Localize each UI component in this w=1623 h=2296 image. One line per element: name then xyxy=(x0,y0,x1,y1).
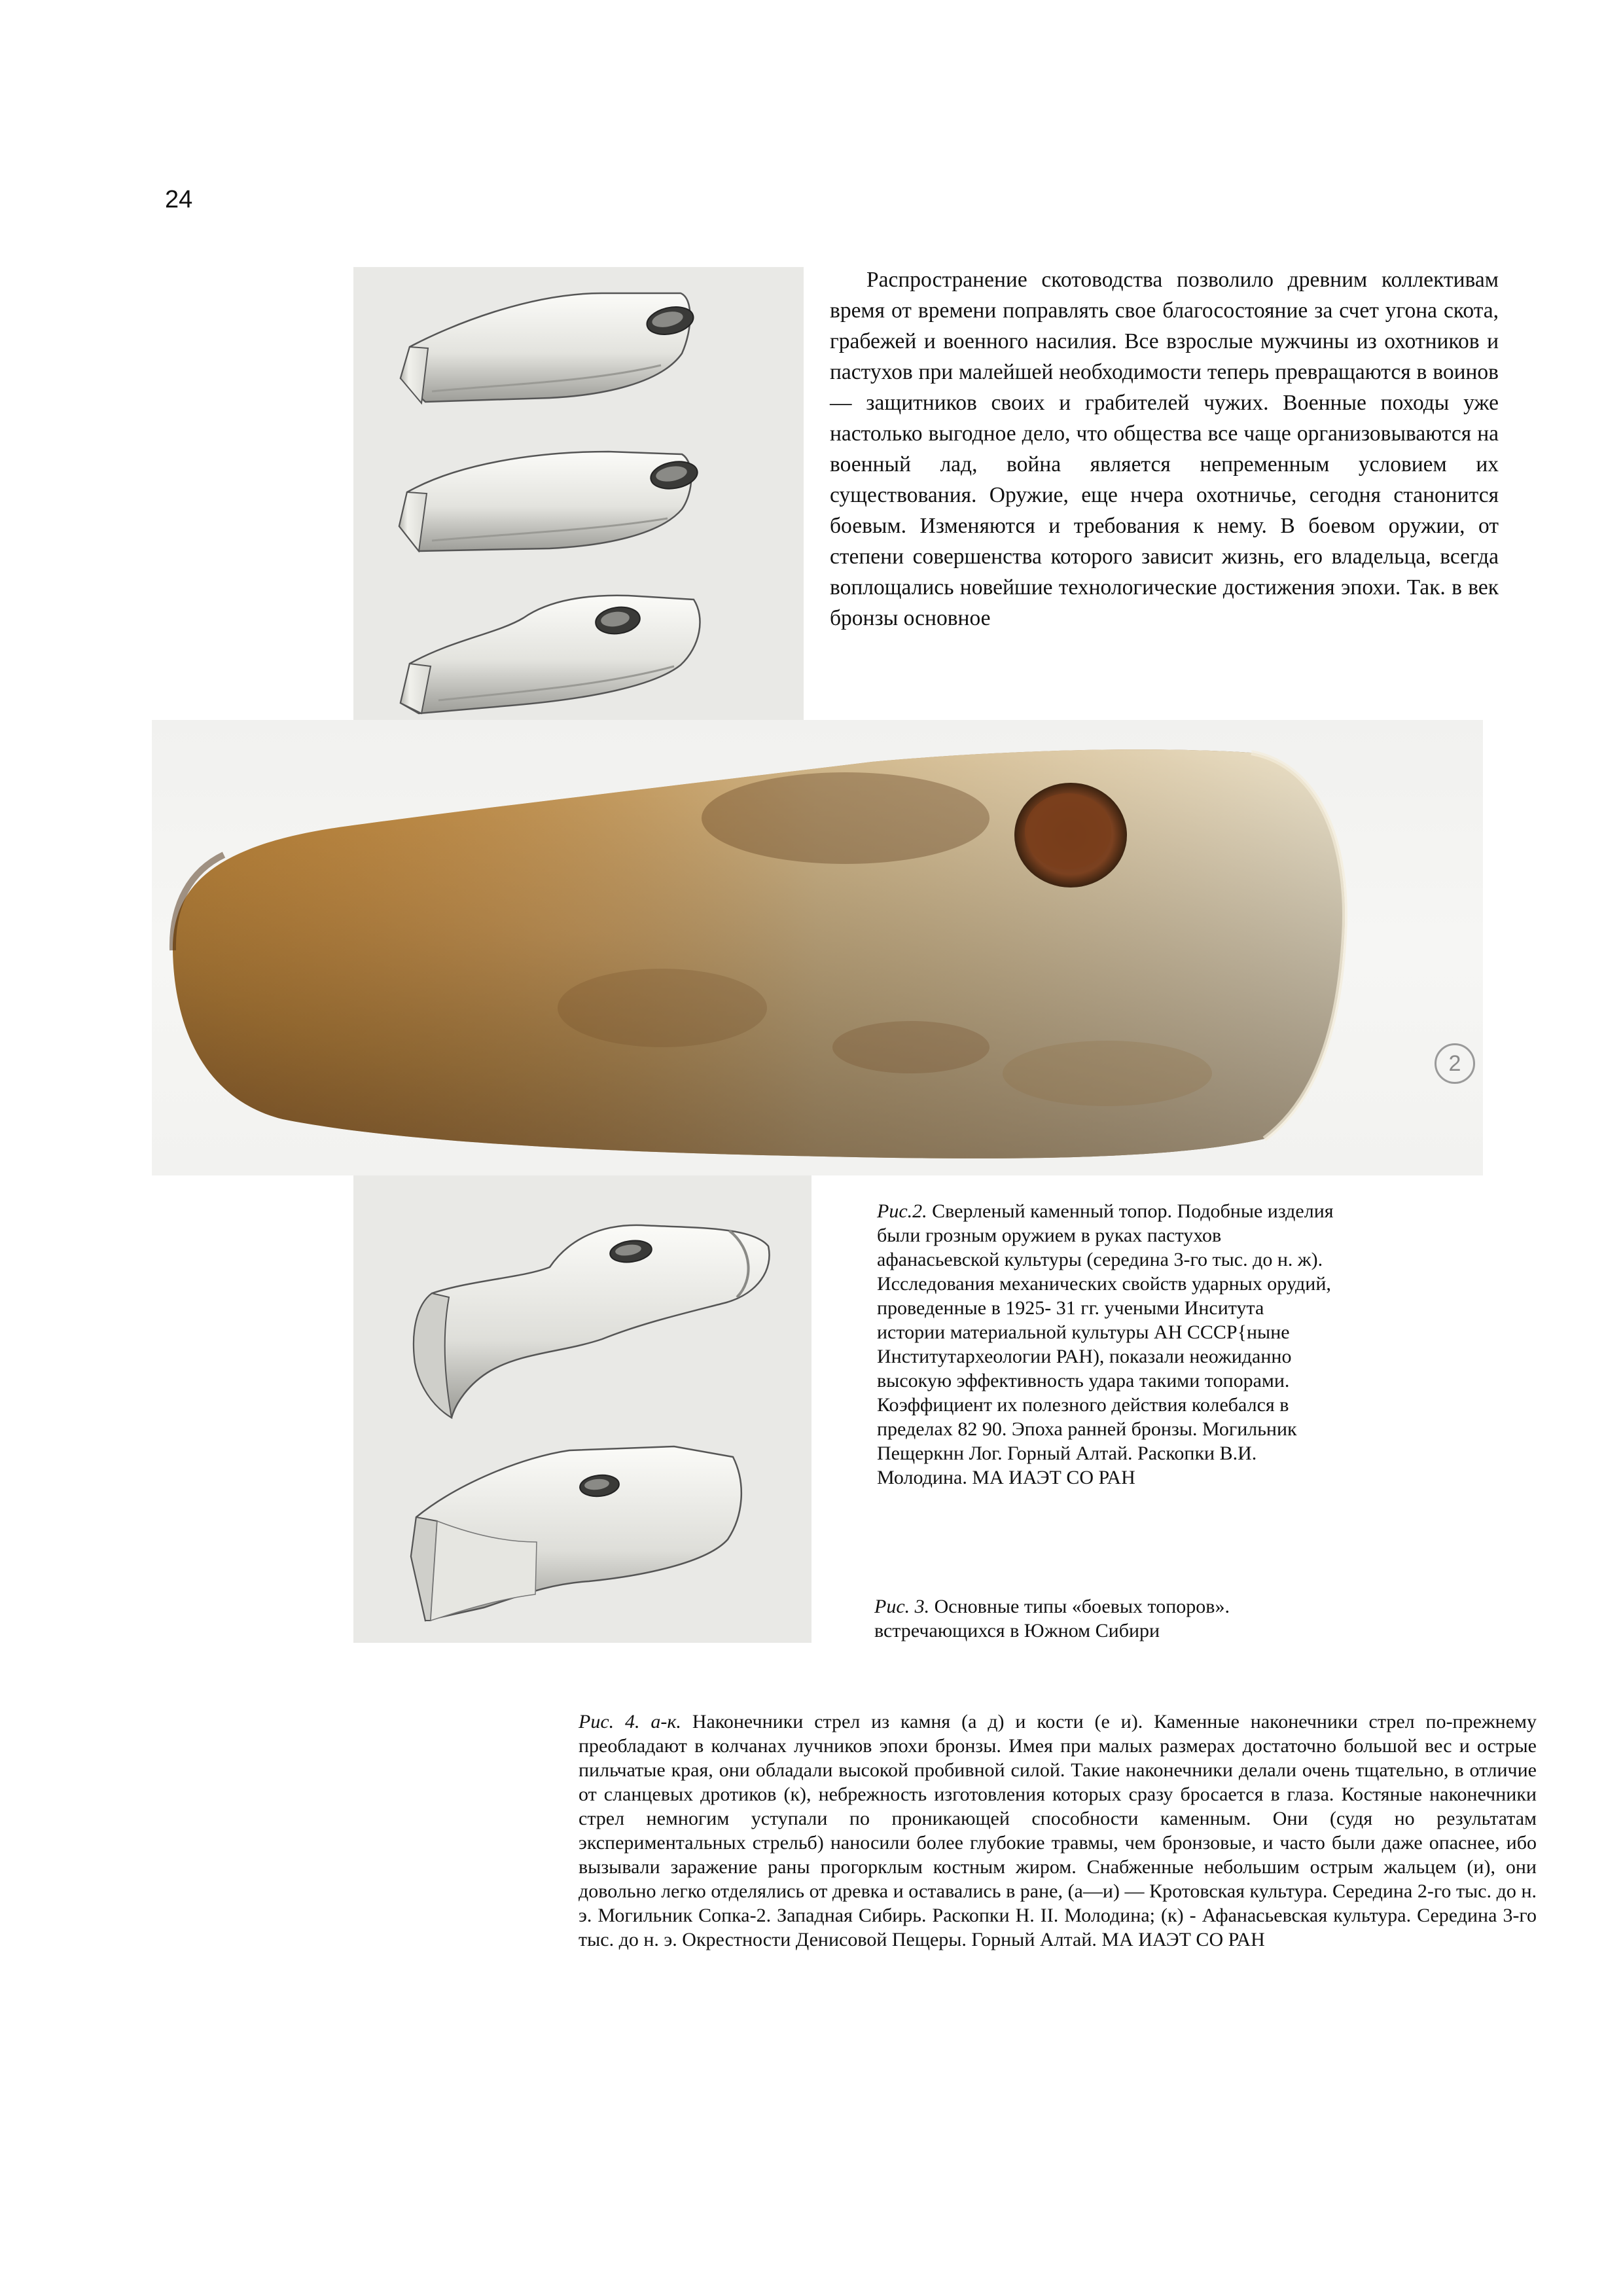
figure-3-caption-label: Рис. 3. xyxy=(874,1596,930,1617)
axe-drawings-panel-top xyxy=(353,267,804,725)
figure-2-caption xyxy=(877,1199,1335,1490)
stone-axe-drawing-1 xyxy=(401,293,696,403)
figure-2-caption-label: Рис.2. xyxy=(877,1200,927,1222)
stone-axe-drawing-3 xyxy=(401,596,700,713)
figure-2-badge: 2 xyxy=(1435,1043,1475,1084)
figure-2-caption-text: Сверленый каменный топор. Подобные изделия были грозным оружием в руках пастухов афанасьевской культуры (середина 3-го тыс. до н. ж). Исследования механических свойств ударных орудий, проведенные в 1925- 31 гг. учеными Инситута истории материальной культуры АН СССР{ныне Институтархеологии РАН), показали неожиданно высокую эффективность удара такими топорами. Коэффициент их полезного действия колебался в пределах 82 90. Эпоха ранней бронзы. Могильник Пещеркнн Лог. Горный Алтай. Раскопки В.И. Молодина. МА ИАЭТ СО РАН xyxy=(877,1200,1334,1488)
figure-4-caption-text: Наконечники стрел из камня (а д) и кости (е и). Каменные наконечники стрел по-прежнему преобладают в колчанах лучников эпохи бронзы. Имея при малых размерах достаточно большой вес и острые пильчатые края, они обладали высокой пробивной силой. Такие наконечники делали очень тщательно, в отличие от сланцевых дротиков (к), небрежность изготовления которых сразу бросается в глаза. Костяные наконечники стрел немногим уступали по проникающей способности каменным. Они (судя но результатам экспериментальных стрельб) наносили более глубокие травмы, чем бронзовые, и часто были даже опаснее, ибо вызывали заражение раны прогорклым костным жиром. Снабженные небольшим острым жальцем (и), они довольно легко отделялись от древка и оставались в ране, (а—и) — Кротовская культура. Середина 2-го тыс. до н. э. Могильник Сопка-2. Западная Сибирь. Раскопки Н. II. Молодина; (к) - Афанасьевская культура. Середина 3-го тыс. до н. э. Окрестности Денисовой Пещеры. Горный Алтай. МА ИАЭТ СО РАН xyxy=(579,1711,1537,1950)
main-paragraph: Распространение скотоводства позволило древним коллективам время от времени поправлять свое благосостояние за счет угона скота, грабежей и военного насилия. Все взрослые мужчины из охотников и пастухов при малейшей необходимости теперь превращаются в воинов — защитников своих и грабителей чужих. Военные походы уже настолько выгодное дело, что общества все чаще организовываются на военный лад, война является непременным условием их существования. Оружие, еще нчера охотничье, сегодня станонится боевым. Изменяются и требования к нему. В боевом оружии, от степени совершенства которого зависит жизнь, его владельца, всегда воплощались новейшие технологические достижения эпохи. Так. в век бронзы основное xyxy=(830,268,1499,630)
stone-axe-photo xyxy=(152,720,1483,1175)
axe-drawings-panel-bottom xyxy=(353,1175,812,1643)
stone-axe-drawing-4 xyxy=(414,1225,769,1418)
figure-4-caption xyxy=(579,1710,1537,1952)
figure-3-caption-text: Основные типы «боевых топоров». встречающихся в Южном Сибири xyxy=(874,1596,1230,1641)
axe-drawings-top xyxy=(353,267,804,725)
figure-4-caption-label: Рис. 4. а-к. xyxy=(579,1711,681,1732)
axe-photo-band xyxy=(152,720,1483,1175)
figure-3-caption xyxy=(874,1594,1332,1643)
axe-drawings-bottom xyxy=(353,1175,812,1643)
stone-axe-drawing-2 xyxy=(399,452,700,551)
page-number: 24 xyxy=(165,186,193,213)
stone-axe-drawing-5 xyxy=(411,1446,741,1621)
